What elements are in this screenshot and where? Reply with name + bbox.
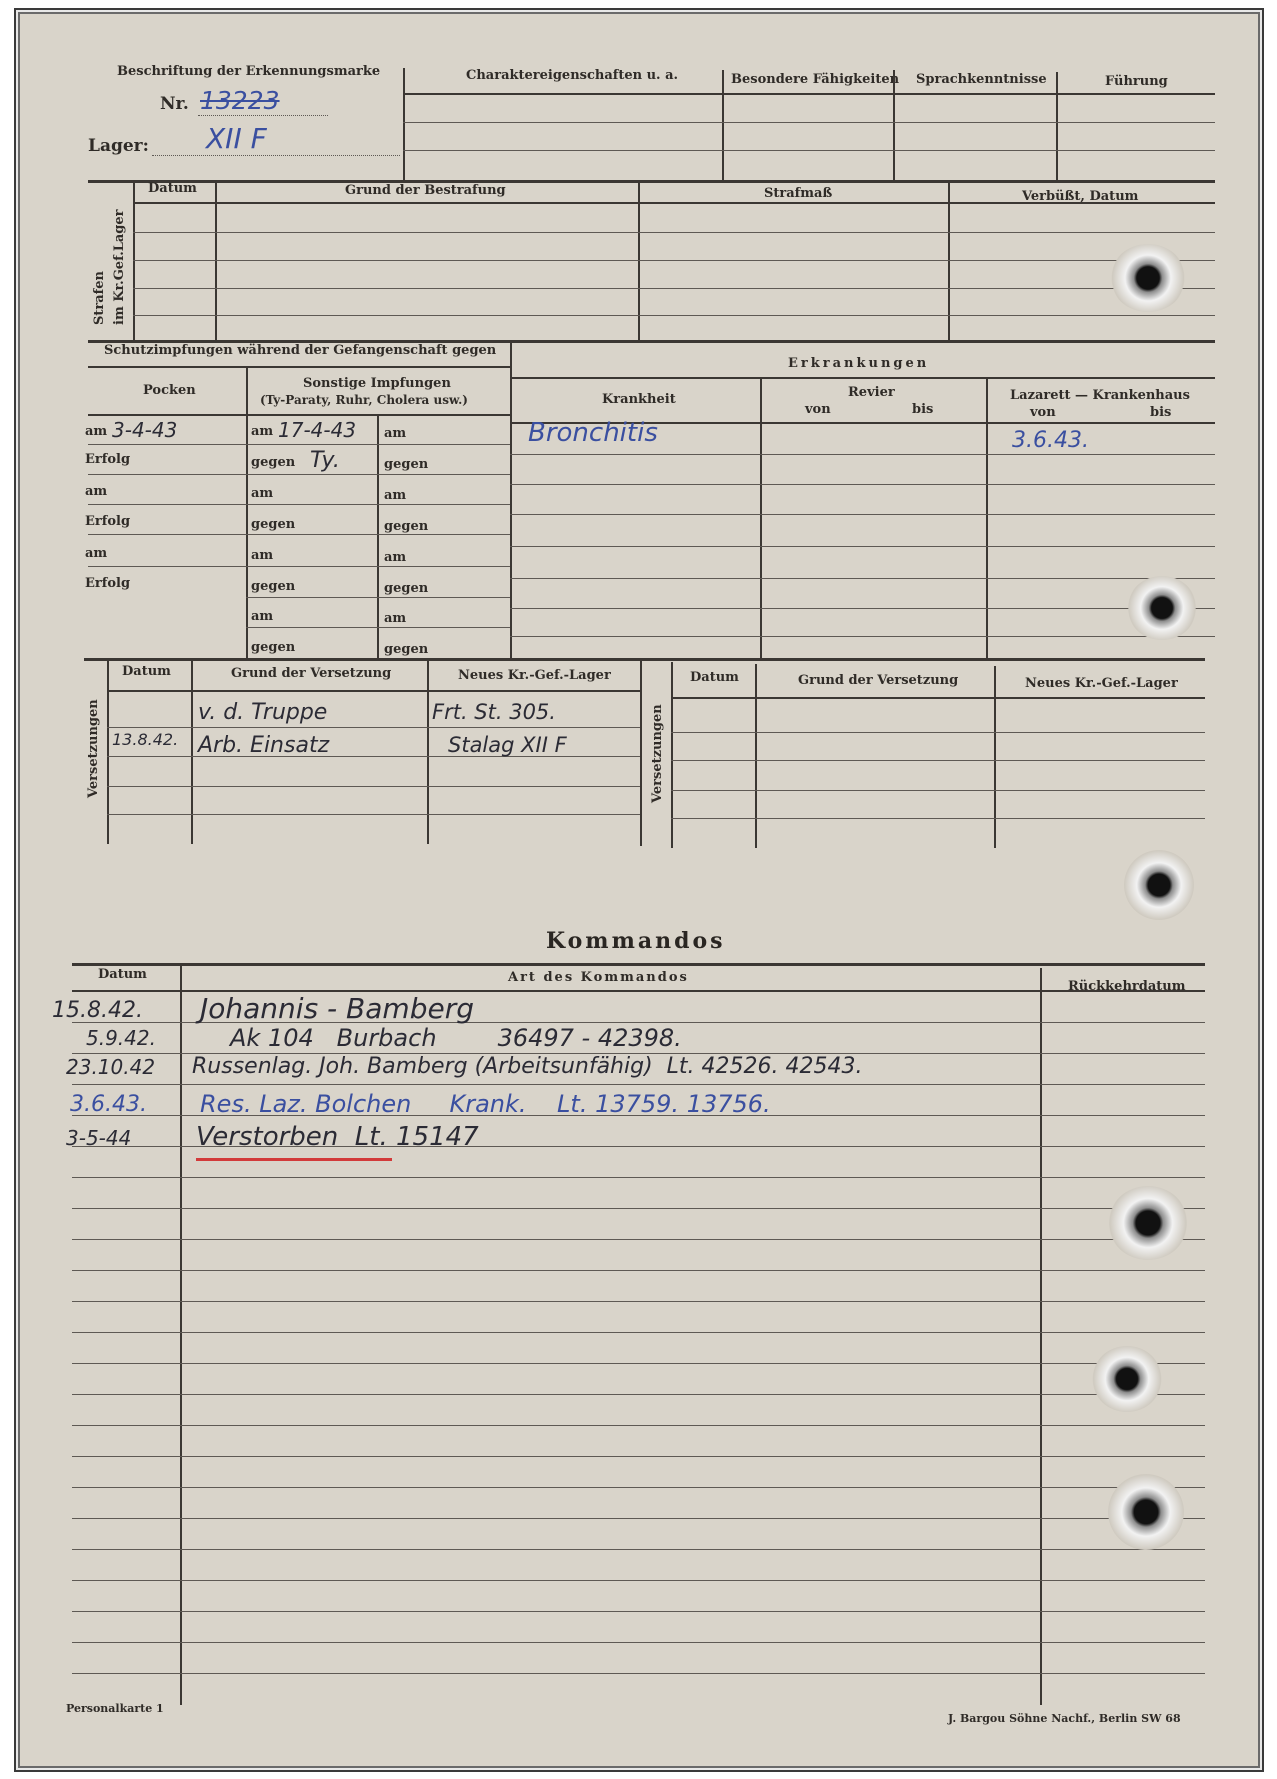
- kommando-row-1-text: Johannis - Bamberg: [200, 992, 474, 1025]
- vers-col-lager-left: Neues Kr.-Gef.-Lager: [458, 668, 611, 683]
- col3-gegen-3: gegen: [384, 581, 429, 596]
- pocken-erfolg-3: Erfolg: [85, 576, 131, 591]
- vers-col-lager-right: Neues Kr.-Gef.-Lager: [1025, 676, 1178, 691]
- strafen-col-datum: Datum: [148, 181, 197, 196]
- sonstige-am-4: am: [251, 609, 274, 624]
- kommando-ruled-line: [72, 1084, 1205, 1085]
- punch-hole: [1110, 244, 1186, 312]
- footer-left: Personalkarte 1: [66, 1702, 164, 1715]
- vers-row-1-grund: v. d. Truppe: [198, 700, 328, 725]
- impfungen-col-sonstige-sub: (Ty-Paraty, Ruhr, Cholera usw.): [260, 393, 468, 407]
- pocken-am-1: am: [85, 424, 108, 439]
- sonstige-gegen-3: gegen: [251, 579, 296, 594]
- erkrankungen-title: Erkrankungen: [788, 356, 930, 371]
- vers-row-2-lager: Stalag XII F: [448, 733, 567, 757]
- kommando-ruled-line: [72, 1270, 1205, 1271]
- erkennungsmarke-label: Beschriftung der Erkennungsmarke: [117, 64, 381, 79]
- pocken-erfolg-2: Erfolg: [85, 514, 131, 529]
- strafen-col-grund: Grund der Bestrafung: [345, 183, 506, 198]
- kommando-row-2-text: Ak 104 Burbach 36497 - 42398.: [230, 1024, 682, 1052]
- vers-col-grund-left: Grund der Versetzung: [231, 666, 392, 681]
- kommando-row-5-datum: 3-5-44: [66, 1126, 132, 1150]
- footer-right: J. Bargou Söhne Nachf., Berlin SW 68: [948, 1712, 1181, 1725]
- kommando-ruled-line: [72, 1518, 1205, 1519]
- col3-gegen-4: gegen: [384, 642, 429, 657]
- kommando-row-1-datum: 15.8.42.: [52, 998, 143, 1023]
- kommando-ruled-line: [72, 1425, 1205, 1426]
- erkrankungen-col-krankheit: Krankheit: [602, 392, 676, 407]
- pocken-date: 3-4-43: [112, 418, 178, 442]
- sonstige-am-2: am: [251, 486, 274, 501]
- vers-row-2-grund: Arb. Einsatz: [198, 733, 330, 758]
- vers-side-label-left: Versetzungen: [86, 699, 101, 798]
- kommando-ruled-line: [72, 1177, 1205, 1178]
- sonstige-gegen-2: gegen: [251, 517, 296, 532]
- impfungen-col-pocken: Pocken: [143, 383, 196, 398]
- erkrankungen-col-lazarett: Lazarett — Krankenhaus: [1010, 388, 1190, 403]
- sonstige-am-3: am: [251, 548, 274, 563]
- vers-row-2-datum: 13.8.42.: [112, 730, 179, 749]
- kommando-ruled-line: [72, 1642, 1205, 1643]
- strafen-side-label-2: im Kr.Gef.Lager: [112, 209, 127, 325]
- kommando-row-3-datum: 23.10.42: [66, 1055, 156, 1079]
- col3-am-2: am: [384, 488, 407, 503]
- kommando-ruled-line: [72, 1487, 1205, 1488]
- punch-hole: [1127, 576, 1197, 640]
- col3-gegen-1: gegen: [384, 457, 429, 472]
- sonstige-date: 17-4-43: [278, 418, 357, 442]
- col-faehigkeiten: Besondere Fähigkeiten: [731, 72, 900, 87]
- kommando-ruled-line: [72, 1611, 1205, 1612]
- kommando-row-4-datum: 3.6.43.: [70, 1092, 147, 1117]
- col-sprachkenntnisse: Sprachkenntnisse: [916, 72, 1047, 87]
- sonstige-gegen-1: gegen: [251, 455, 296, 470]
- kommando-ruled-line: [72, 1456, 1205, 1457]
- verstorben-underline: [196, 1158, 392, 1161]
- kommandos-col-rueckkehr: Rückkehrdatum: [1068, 979, 1186, 994]
- kommando-ruled-line: [72, 1673, 1205, 1674]
- kommando-ruled-line: [72, 1580, 1205, 1581]
- col-charakter: Charaktereigenschaften u. a.: [466, 68, 679, 83]
- kommando-row-2-datum: 5.9.42.: [86, 1026, 156, 1050]
- col3-am-4: am: [384, 611, 407, 626]
- kommandos-col-art: Art des Kommandos: [508, 970, 689, 985]
- kommando-ruled-line: [72, 1239, 1205, 1240]
- kommando-ruled-line: [72, 1363, 1205, 1364]
- lazarett-bis: bis: [1150, 405, 1172, 420]
- kommando-row-4-text: Res. Laz. Bolchen Krank. Lt. 13759. 13756.: [200, 1090, 771, 1118]
- impfungen-title: Schutzimpfungen während der Gefangenschaft gegen: [104, 343, 497, 358]
- sonstige-am-1: am: [251, 424, 274, 439]
- lager-value: XII F: [206, 122, 267, 155]
- revier-bis: bis: [912, 402, 934, 417]
- lager-label: Lager:: [88, 136, 149, 156]
- erkrankungen-col-revier: Revier: [848, 385, 895, 400]
- col3-am-3: am: [384, 550, 407, 565]
- kommandos-title: Kommandos: [546, 928, 726, 954]
- sonstige-gegen-value: Ty.: [310, 448, 340, 473]
- krankheit-value: Bronchitis: [528, 418, 658, 448]
- nr-value: 13223: [200, 86, 280, 115]
- vers-col-grund-right: Grund der Versetzung: [798, 673, 959, 688]
- col-fuehrung: Führung: [1105, 74, 1168, 89]
- nr-label: Nr.: [160, 94, 189, 114]
- vers-side-label-right: Versetzungen: [650, 704, 665, 803]
- kommando-ruled-line: [72, 1549, 1205, 1550]
- lazarett-von-value: 3.6.43.: [1012, 428, 1089, 453]
- punch-hole: [1108, 1186, 1188, 1260]
- kommando-ruled-line: [72, 1394, 1205, 1395]
- pocken-am-2: am: [85, 484, 108, 499]
- strafen-side-label-1: Strafen: [92, 271, 107, 325]
- kommando-row-5-text: Verstorben Lt. 15147: [196, 1122, 479, 1152]
- kommando-ruled-line: [72, 1208, 1205, 1209]
- punch-hole: [1124, 850, 1194, 920]
- vers-row-1-lager: Frt. St. 305.: [432, 700, 556, 724]
- sonstige-gegen-4: gegen: [251, 640, 296, 655]
- strafen-col-strafmass: Strafmaß: [764, 186, 833, 201]
- strafen-col-verbuesst: Verbüßt, Datum: [1022, 189, 1139, 204]
- punch-hole: [1092, 1346, 1162, 1412]
- kommandos-col-datum: Datum: [98, 967, 147, 982]
- kommando-ruled-line: [72, 1301, 1205, 1302]
- revier-von: von: [805, 402, 831, 417]
- punch-hole: [1108, 1474, 1184, 1550]
- vers-col-datum-left: Datum: [122, 664, 171, 679]
- col3-gegen-2: gegen: [384, 519, 429, 534]
- kommando-row-3-text: Russenlag. Joh. Bamberg (Arbeitsunfähig) Lt. 42526. 42543.: [192, 1054, 863, 1079]
- impfungen-col-sonstige: Sonstige Impfungen: [303, 376, 451, 391]
- kommando-ruled-line: [72, 1332, 1205, 1333]
- pocken-am-3: am: [85, 546, 108, 561]
- col3-am-1: am: [384, 426, 407, 441]
- pocken-erfolg-1: Erfolg: [85, 452, 131, 467]
- lazarett-von: von: [1030, 405, 1056, 420]
- vers-col-datum-right: Datum: [690, 670, 739, 685]
